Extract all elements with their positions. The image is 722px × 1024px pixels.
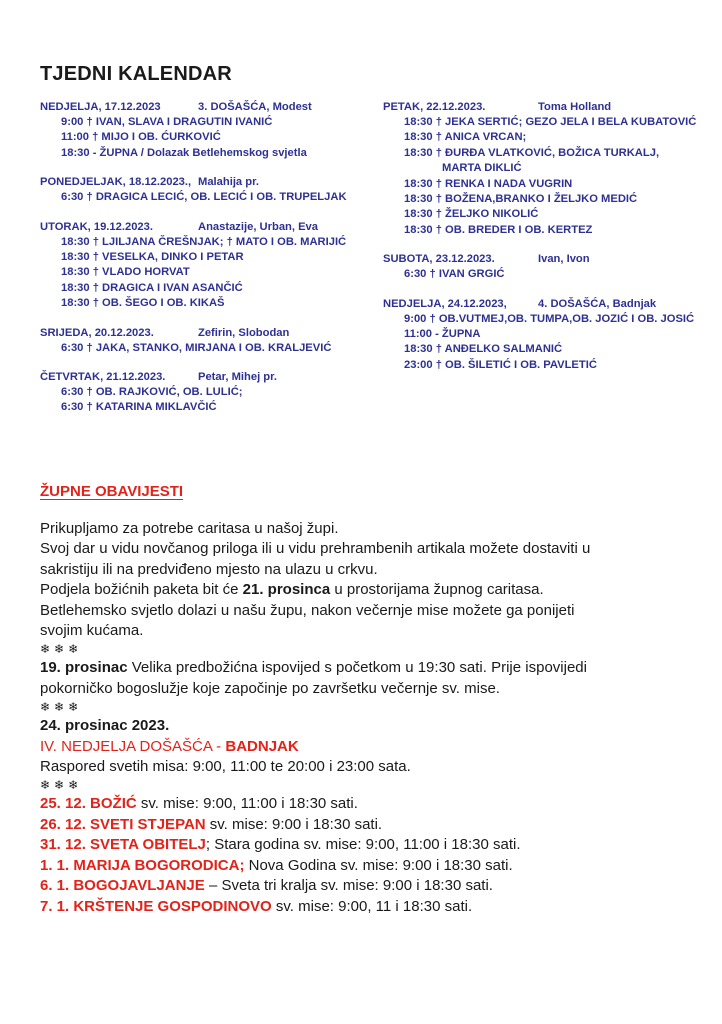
- mass-entry: 18:30 † DRAGICA I IVAN ASANČIĆ: [61, 281, 243, 294]
- mass-entry: 11:00 - ŽUPNA: [404, 328, 481, 341]
- mass-entry: 18:30 † ANICA VRCAN;: [404, 131, 527, 144]
- notice-line: Betlehemsko svjetlo dolazi u našu župu, nakon večernje mise možete ga ponijeti: [40, 601, 575, 619]
- day-heading: [383, 297, 718, 312]
- calendar-right-column: [383, 100, 718, 387]
- calendar-left-column: [40, 100, 370, 430]
- mass-entry: 18:30 † JEKA SERTIĆ; GEZO JELA I BELA KUBATOVIĆ: [404, 116, 697, 128]
- day-saint: Malahija pr.: [198, 176, 259, 189]
- day-heading: [40, 326, 370, 341]
- mass-entry: 6:30 † DRAGICA LECIĆ, OB. LECIĆ I OB. TRUPELJAK: [61, 191, 347, 204]
- day-heading: [40, 100, 370, 115]
- day-saint: Ivan, Ivon: [538, 253, 590, 266]
- mass-entry: 18:30 † VLADO HORVAT: [61, 266, 190, 279]
- day-saint: 4. DOŠAŠĆA, Badnjak: [538, 297, 657, 310]
- day-heading: [40, 220, 370, 235]
- day-saint: Zefirin, Slobodan: [198, 326, 290, 339]
- mass-entry: 18:30 † ĐURĐA VLATKOVIĆ, BOŽICA TURKALJ,: [404, 146, 660, 159]
- mass-entry: 6:30 † JAKA, STANKO, MIRJANA I OB. KRALJEVIĆ: [61, 341, 332, 354]
- notice-line: 19. prosinac Velika predbožićna ispovijed s početkom u 19:30 sati. Prije ispovijedi: [40, 659, 587, 677]
- holiday-line: 26. 12. SVETI STJEPAN sv. mise: 9:00 i 18:30 sati.: [40, 815, 383, 833]
- day-saint: 3. DOŠAŠĆA, Modest: [198, 101, 312, 113]
- calendar-day: [383, 252, 718, 282]
- mass-entry: 18:30 † ANĐELKO SALMANIĆ: [404, 343, 563, 356]
- mass-entry: 18:30 † ŽELJKO NIKOLIĆ: [404, 208, 539, 221]
- calendar-day: [383, 297, 718, 374]
- mass-entry: 18:30 † LJILJANA ČREŠNJAK; † MATO I OB. MARIJIĆ: [61, 235, 347, 248]
- holiday-line: 6. 1. BOGOJAVLJANJE – Sveta tri kralja sv. mise: 9:00 i 18:30 sati.: [40, 877, 493, 895]
- notice-date: 24. prosinac 2023.: [40, 717, 170, 735]
- mass-entry: 6:30 † OB. RAJKOVIĆ, OB. LULIĆ;: [61, 386, 243, 399]
- day-heading: [383, 100, 718, 115]
- day-saint: Anastazije, Urban, Eva: [198, 220, 318, 233]
- notices-body: [40, 519, 710, 917]
- notice-line: sakristiju ili na predviđeno mjesto na ulazu u crkvu.: [40, 560, 378, 578]
- day-heading: [40, 175, 370, 190]
- mass-entry: 6:30 † KATARINA MIKLAVČIĆ: [61, 401, 217, 414]
- mass-entry: 18:30 - ŽUPNA / Dolazak Betlehemskog svjetla: [61, 146, 307, 159]
- holiday-line: 7. 1. KRŠTENJE GOSPODINOVO sv. mise: 9:00, 11 i 18:30 sati.: [40, 897, 473, 915]
- holiday-line: 25. 12. BOŽIĆ sv. mise: 9:00, 11:00 i 18:30 sati.: [40, 795, 358, 813]
- notice-line: IV. NEDJELJA DOŠAŠĆA - BADNJAK: [40, 737, 299, 755]
- mass-entry: 23:00 † OB. ŠILETIĆ I OB. PAVLETIĆ: [404, 358, 597, 371]
- day-date: PONEDJELJAK, 18.12.2023.,: [40, 176, 192, 189]
- notices-title: ŽUPNE OBAVIJESTI: [40, 483, 184, 500]
- calendar-day: [40, 370, 370, 416]
- calendar-day: [40, 175, 370, 205]
- holiday-line: 31. 12. SVETA OBITELJ; Stara godina sv. mise: 9:00, 11:00 i 18:30 sati.: [40, 836, 521, 854]
- snowflake-divider-icon: ❄❄❄: [40, 778, 83, 793]
- day-heading: [383, 252, 718, 267]
- mass-entry: 18:30 † VESELKA, DINKO I PETAR: [61, 251, 244, 264]
- day-date: ČETVRTAK, 21.12.2023.: [40, 371, 166, 384]
- holiday-line: 1. 1. MARIJA BOGORODICA; Nova Godina sv. mise: 9:00 i 18:30 sati.: [40, 856, 513, 874]
- mass-entry: 9:00 † IVAN, SLAVA I DRAGUTIN IVANIĆ: [61, 116, 273, 128]
- notice-line: Raspored svetih misa: 9:00, 11:00 te 20:00 i 23:00 sata.: [40, 758, 411, 776]
- mass-entry: MARTA DIKLIĆ: [442, 162, 522, 175]
- calendar-day: [40, 326, 370, 356]
- day-date: NEDJELJA, 24.12.2023,: [383, 297, 507, 310]
- notice-line: pokorničko bogoslužje koje započinje po završetku večernje sv. mise.: [40, 679, 500, 697]
- calendar-day: [383, 100, 718, 238]
- page-title: TJEDNI KALENDAR: [40, 63, 232, 85]
- snowflake-divider-icon: ❄❄❄: [40, 700, 83, 715]
- day-date: SUBOTA, 23.12.2023.: [383, 253, 495, 266]
- mass-entry: 18:30 † OB. BREDER I OB. KERTEZ: [404, 223, 593, 236]
- mass-entry: 18:30 † RENKA I NADA VUGRIN: [404, 177, 573, 190]
- mass-entry: 18:30 † BOŽENA,BRANKO I ŽELJKO MEDIĆ: [404, 193, 638, 206]
- day-heading: [40, 370, 370, 385]
- mass-entry: 11:00 † MIJO I OB. ĆURKOVIĆ: [61, 131, 221, 144]
- day-date: NEDJELJA, 17.12.2023: [40, 101, 161, 113]
- mass-entry: 6:30 † IVAN GRGIĆ: [404, 268, 505, 281]
- day-date: PETAK, 22.12.2023.: [383, 101, 486, 113]
- day-date: SRIJEDA, 20.12.2023.: [40, 326, 154, 339]
- calendar-day: [40, 220, 370, 312]
- mass-entry: 9:00 † OB.VUTMEJ,OB. TUMPA,OB. JOZIĆ I OB. JOSIĆ: [404, 312, 695, 325]
- day-date: UTORAK, 19.12.2023.: [40, 220, 153, 233]
- notice-line: svojim kućama.: [40, 622, 144, 640]
- notice-line: Svoj dar u vidu novčanog priloga ili u vidu prehrambenih artikala možete dostaviti u: [40, 540, 591, 558]
- calendar-day: [40, 100, 370, 161]
- day-saint: Petar, Mihej pr.: [198, 371, 277, 384]
- mass-entry: 18:30 † OB. ŠEGO I OB. KIKAŠ: [61, 297, 225, 310]
- day-saint: Toma Holland: [538, 101, 612, 113]
- snowflake-divider-icon: ❄❄❄: [40, 642, 83, 657]
- notice-line: Podjela božićnih paketa bit će 21. prosinca u prostorijama župnog caritasa.: [40, 581, 544, 599]
- notice-line: Prikupljamo za potrebe caritasa u našoj župi.: [40, 520, 339, 537]
